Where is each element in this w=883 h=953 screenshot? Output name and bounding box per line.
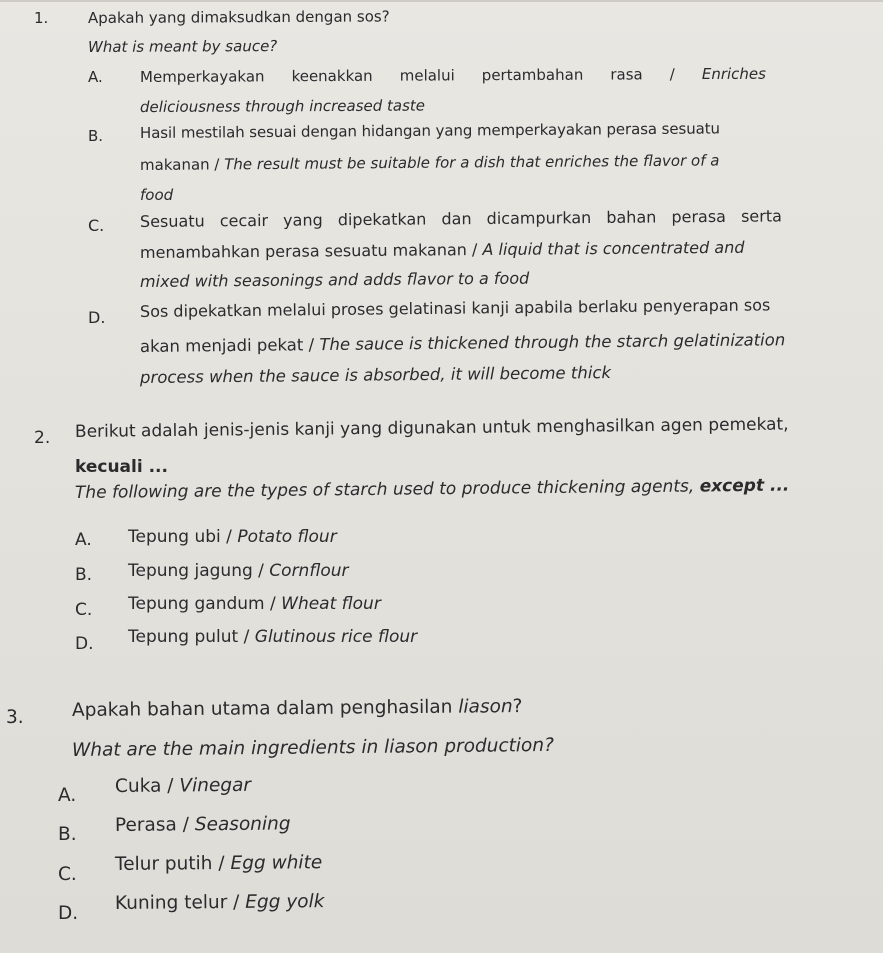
option-text-line-2 (140, 151, 720, 174)
option-letter: D. (75, 634, 94, 654)
option-text (115, 852, 322, 875)
word: bahan (606, 207, 657, 227)
option-letter: C. (58, 864, 77, 885)
word: melalui (399, 66, 455, 85)
option-text-line-1 (140, 206, 782, 231)
option-text-english: Cornflour (269, 561, 349, 581)
option-text-malay: makanan / (139, 155, 225, 174)
option-letter: A. (58, 785, 77, 806)
word: Memperkayakan (139, 67, 265, 86)
option-text-malay: Perasa / (114, 814, 195, 836)
question-term-liason: liason (458, 696, 513, 718)
option-text-line-2 (140, 238, 745, 262)
question-number: 2. (34, 428, 51, 448)
word: dipekatkan (337, 209, 427, 230)
option-text-malay: menambahkan perasa sesuatu makanan / (139, 240, 483, 262)
question-text-english: What are the main ingredients in liason production? (71, 734, 554, 761)
option-text-malay: Cuka / (114, 775, 180, 797)
word: rasa (610, 65, 643, 84)
option-letter: D. (58, 903, 79, 924)
option-text (128, 561, 348, 581)
option-text-line-2 (140, 330, 785, 356)
word: Sesuatu (139, 211, 205, 231)
option-text-line-2: deliciousness through increased taste (139, 96, 426, 116)
option-text-english: A liquid that is concentrated and (482, 237, 745, 260)
word: / (669, 65, 675, 84)
option-text-line-3: process when the sauce is absorbed, it will become thick (139, 363, 612, 387)
word: Enriches (701, 64, 767, 84)
question-text-english (75, 476, 790, 503)
question-text-english-except: except ... (699, 475, 790, 497)
word: perasa (671, 206, 727, 227)
option-text-english: The sauce is thickened through the starch gelatinization (319, 330, 786, 355)
option-letter: A. (75, 530, 92, 550)
option-text-line-1 (140, 65, 766, 86)
word: keenakkan (291, 66, 373, 86)
option-text (115, 813, 291, 836)
option-letter: A. (88, 68, 103, 86)
question-text-english: What is meant by sauce? (87, 37, 278, 56)
option-text-malay: Tepung gandum / (128, 594, 282, 614)
word: pertambahan (481, 65, 584, 85)
option-text (128, 594, 381, 614)
option-letter: C. (88, 216, 105, 235)
option-text-english: Glutinous rice flour (254, 627, 418, 647)
option-text-line-3: food (140, 186, 174, 204)
option-letter: B. (75, 565, 93, 585)
option-text-malay: Kuning telur / (114, 891, 246, 914)
question-text-malay: Berikut adalah jenis-jenis kanji yang digunakan untuk menghasilkan agen pemekat, (74, 414, 789, 442)
option-text-malay: Tepung jagung / (128, 561, 270, 581)
question-text-malay-main: Apakah bahan utama dalam penghasilan (71, 696, 459, 721)
option-text-line-3: mixed with seasonings and adds flavor to a food (139, 268, 530, 291)
option-letter: C. (75, 600, 93, 620)
word: dan (441, 209, 472, 229)
option-text-malay: akan menjadi pekat / (139, 335, 320, 356)
option-text-english: Egg yolk (245, 891, 325, 913)
option-text-line-1: Hasil mestilah sesuai dengan hidangan yang memperkayakan perasa sesuatu (139, 119, 720, 142)
option-text-malay: Tepung ubi / (128, 527, 238, 547)
question-text-english-main: The following are the types of starch used to produce thickening agents, (74, 476, 700, 503)
option-text-english: The result must be suitable for a dish that enriches the flavor of a (224, 151, 720, 174)
word: serta (740, 206, 782, 226)
page-top-edge (0, 0, 883, 2)
question-text-malay: Apakah yang dimaksudkan dengan sos? (87, 7, 390, 27)
question-mark: ? (512, 696, 523, 718)
option-text-malay: Telur putih / (114, 852, 231, 875)
option-text-english: Potato flour (237, 527, 337, 547)
option-text (115, 775, 251, 797)
option-text-english: Egg white (230, 852, 323, 874)
option-letter: D. (88, 308, 106, 327)
question-text-malay-except: kecuali ... (75, 457, 168, 477)
question-number: 3. (6, 707, 24, 728)
option-letter: B. (58, 824, 77, 845)
option-text-english: Wheat flour (281, 594, 381, 614)
question-text-malay (72, 696, 523, 721)
option-text-english: Seasoning (194, 813, 291, 836)
word: dicampurkan (486, 208, 592, 228)
option-text-line-1: Sos dipekatkan melalui proses gelatinasi kanji apabila berlaku penyerapan sos (139, 295, 771, 321)
option-text (128, 627, 417, 647)
word: yang (283, 210, 323, 230)
option-text (128, 527, 337, 547)
question-number: 1. (34, 9, 49, 27)
option-text-english: Vinegar (179, 774, 252, 797)
option-text (115, 891, 325, 914)
option-letter: B. (88, 127, 104, 145)
option-text-malay: Tepung pulut / (128, 627, 255, 647)
word: cecair (219, 210, 269, 231)
